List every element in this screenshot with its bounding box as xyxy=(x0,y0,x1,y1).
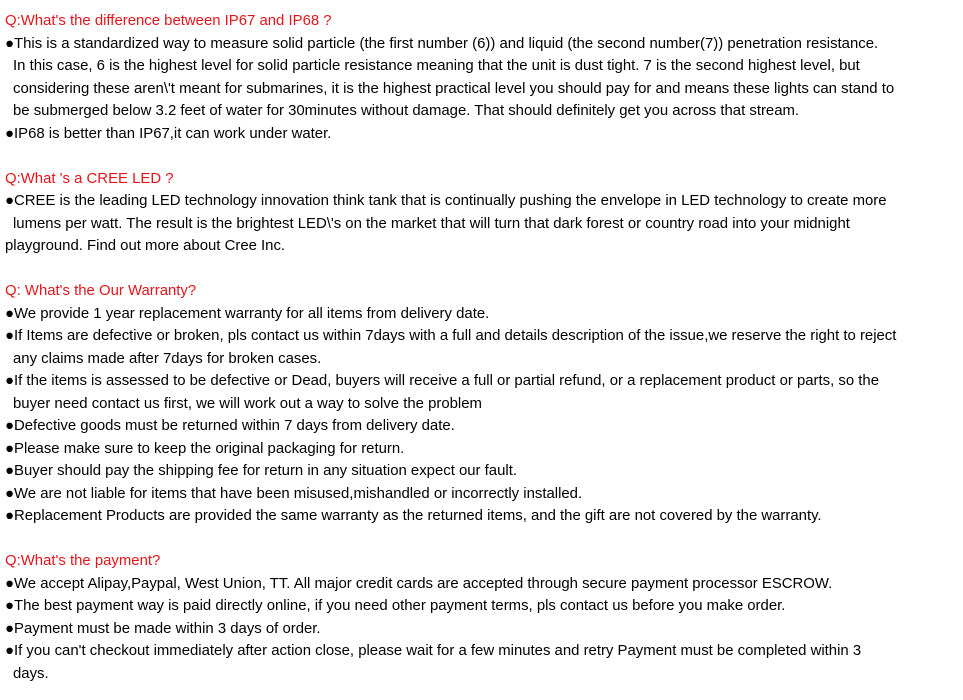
faq-answer-line: ●CREE is the leading LED technology innovation think tank that is continually pushing the envelope in LED technology to create more xyxy=(5,192,887,209)
faq-section-cree-led xyxy=(0,168,963,258)
faq-answer-line: be submerged below 3.2 feet of water for 30minutes without damage. That should definitely get you across that stream. xyxy=(13,102,800,119)
faq-question: Q:What 's a CREE LED ? xyxy=(5,169,174,187)
faq-answer-line: ●We accept Alipay,Paypal, West Union, TT. All major credit cards are accepted through secure payment processor ESCROW. xyxy=(5,574,833,592)
faq-answer-line: considering these aren\'t meant for submarines, it is the highest practical level you should pay for and means these lights can stand to xyxy=(13,79,895,97)
faq-answer-line: ●Buyer should pay the shipping fee for return in any situation expect our fault. xyxy=(5,462,517,479)
faq-question: Q: What's the Our Warranty? xyxy=(5,282,197,299)
faq-answer-line: ●If you can't checkout immediately after action close, please wait for a few minutes and retry Payment must be completed within 3 xyxy=(5,642,862,659)
faq-section-ip-rating xyxy=(0,10,963,145)
faq-answer-line: ●Defective goods must be returned within 7 days from delivery date. xyxy=(5,417,455,434)
faq-answer-line: ●This is a standardized way to measure solid particle (the first number (6)) and liquid (the second number(7)) penetration resistance. xyxy=(5,34,879,52)
section-spacer xyxy=(0,258,963,281)
faq-answer-line: buyer need contact us first, we will work out a way to solve the problem xyxy=(13,394,482,412)
faq-answer-line: ●The best payment way is paid directly online, if you need other payment terms, pls contact us before you make order. xyxy=(5,597,786,614)
faq-answer-line: days. xyxy=(13,664,49,682)
faq-answer-line: ●IP68 is better than IP67,it can work under water. xyxy=(5,124,332,142)
faq-question: Q:What's the payment? xyxy=(5,552,161,569)
faq-answer-line: any claims made after 7days for broken cases. xyxy=(13,349,322,367)
faq-answer-line: ●Replacement Products are provided the same warranty as the returned items, and the gift are not covered by the warranty. xyxy=(5,507,822,524)
faq-answer-line: In this case, 6 is the highest level for solid particle resistance meaning that the unit is dust tight. 7 is the second highest level, but xyxy=(13,57,860,74)
faq-document xyxy=(0,10,963,685)
faq-answer-line: playground. Find out more about Cree Inc. xyxy=(5,237,286,254)
section-spacer xyxy=(0,528,963,551)
faq-answer-line: ●Please make sure to keep the original packaging for return. xyxy=(5,439,405,457)
faq-question: Q:What's the difference between IP67 and IP68 ? xyxy=(5,12,332,29)
faq-answer-line: ●If Items are defective or broken, pls contact us within 7days with a full and details description of the issue,we reserve the right to reject xyxy=(5,327,897,344)
faq-section-warranty xyxy=(0,280,963,528)
faq-section-payment xyxy=(0,550,963,685)
faq-answer-line: lumens per watt. The result is the brightest LED\'s on the market that will turn that dark forest or country road into your midnight xyxy=(13,214,850,232)
section-spacer xyxy=(0,145,963,168)
faq-answer-line: ●Payment must be made within 3 days of order. xyxy=(5,619,321,637)
faq-answer-line: ●If the items is assessed to be defective or Dead, buyers will receive a full or partial refund, or a replacement product or parts, so the xyxy=(5,372,879,389)
faq-answer-line: ●We provide 1 year replacement warranty for all items from delivery date. xyxy=(5,304,490,322)
faq-answer-line: ●We are not liable for items that have been misused,mishandled or incorrectly installed. xyxy=(5,484,583,502)
